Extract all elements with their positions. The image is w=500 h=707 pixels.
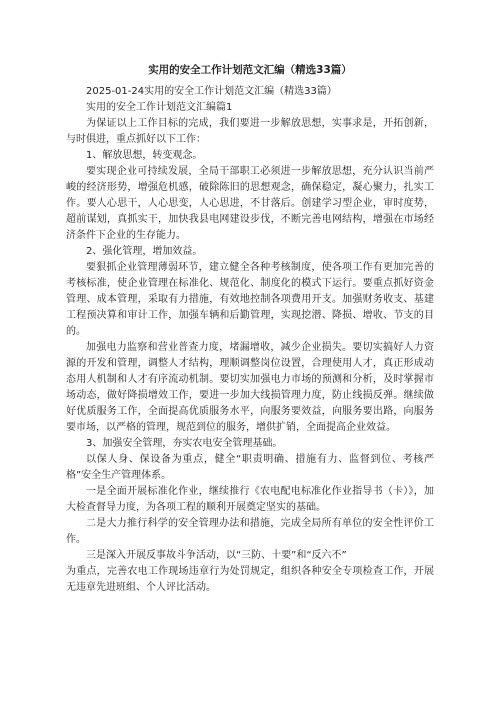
heading-1: 1、解放思想，转变观念。	[86, 150, 203, 161]
paragraph-3c: 二是大力推行科学的安全管理办法和措施，完成全局所有单位的安全性评价工作。	[66, 518, 434, 545]
paragraph-intro: 为保证以上工作目标的完成，我们要进一步解放思想，实事求是，开拓创新，与时俱进，重点抓好以下工作：	[66, 118, 434, 145]
heading-3: 3、加强安全管理，夯实农电安全管理基础。	[86, 438, 283, 449]
paragraph-2a: 要狠抓企业管理薄弱环节，建立健全各种考核制度，使各项工作有更加完善的考核标准，使企业管理在标准化、规范化、制度化的模式下运行。要重点抓好资金管理、成本管理，采取有力措施，有效地控制各项费用开支。加强财务收支、基建工程预决算和审计工作，加强车辆和后勤管理，实现挖潜、降损、增收、节支的目的。	[66, 262, 434, 337]
paragraph-3d: 三是深入开展反事故斗争活动，以“三防、十要”和“反六不”	[86, 550, 347, 561]
paragraph-1: 要实现企业可持续发展，全局干部职工必须进一步解放思想，充分认识当前严峻的经济形势，增强危机感，破除陈旧的思想观念，确保稳定，凝心聚力，扎实工作。要人心思干，人心思变，人心思进，不甘落后。创建学习型企业，审时度势，超前谋划，真抓实干，加快我县电网建设步伐，不断完善电网结构，增强在市场经济条件下企业的生存能力。	[66, 166, 434, 241]
document-meta: 2025-01-24实用的安全工作计划范文汇编（精选33篇）	[86, 86, 337, 97]
paragraph-3a: 以保人身、保设备为重点，健全“职责明确、措施有力、监督到位、考核严格”安全生产管理体系。	[66, 454, 434, 481]
section-subhead: 实用的安全工作计划范文汇编篇1	[86, 102, 233, 113]
paragraph-2b: 加强电力监察和营业普查力度，堵漏增收，减少企业损失。要切实搞好人力资源的开发和管理，调整人才结构，理顺调整岗位设置，合理使用人才，真正形成动态用人机制和人才有序流动机制。要切实加强电力市场的预测和分析，及时掌握市场动态，做好降损增效工作，要进一步加大线损管理力度，防止线损反弹。继续做好优质服务工作，全面提高优质服务水平，向服务要效益，向服务要出路，向服务要市场，以严格的管理，规范到位的服务，增供扩销，全面提高企业效益。	[66, 342, 434, 433]
document-title: 实用的安全工作计划范文汇编（精选33篇）	[148, 64, 352, 76]
paragraph-3e: 为重点，完善农电工作现场违章行为处罚规定，组织各种安全专项检查工作，开展无违章先进班组、个人评比活动。	[66, 566, 434, 593]
heading-2: 2、强化管理，增加效益。	[86, 246, 203, 257]
paragraph-3b: 一是全面开展标准化作业，继续推行《农电配电标准化作业指导书（卡）》，加大检查督导力度，为各项工程的顺利开展奠定坚实的基础。	[66, 486, 434, 513]
